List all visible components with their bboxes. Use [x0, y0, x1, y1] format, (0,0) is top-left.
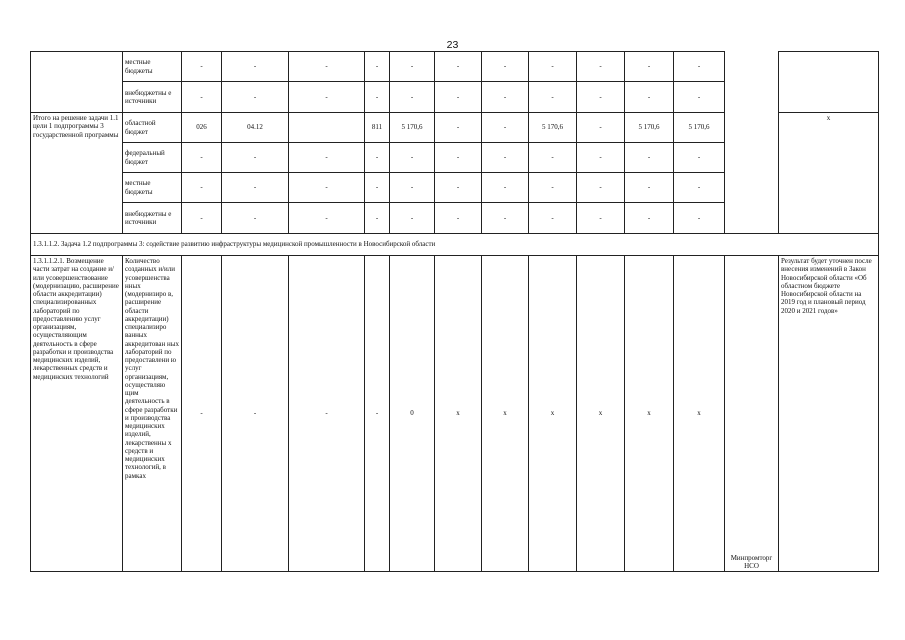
value-cell: - [365, 143, 390, 173]
value-cell: - [482, 203, 529, 234]
value-cell: - [182, 52, 222, 82]
value-cell: x [435, 256, 482, 572]
value-cell: - [222, 82, 289, 113]
value-cell: - [390, 82, 435, 113]
value-cell: - [289, 143, 365, 173]
value-cell: 811 [365, 113, 390, 143]
value-cell: - [625, 143, 674, 173]
value-cell: - [435, 143, 482, 173]
executor-empty-cell [725, 113, 779, 234]
value-cell: - [222, 256, 289, 572]
value-cell: - [289, 82, 365, 113]
source-cell: внебюджетны е источники [123, 203, 182, 234]
value-cell: - [435, 82, 482, 113]
executor-empty-cell [725, 52, 779, 113]
value-cell: - [182, 173, 222, 203]
value-cell: - [365, 256, 390, 572]
value-cell: 026 [182, 113, 222, 143]
value-cell: - [390, 203, 435, 234]
value-cell: - [222, 143, 289, 173]
section-header-row [31, 234, 879, 256]
measure-label-cell: 1.3.1.1.2.1. Возмещение части затрат на создание и/или усовершенствование (модернизацию, расширение области аккредитации) специализированных лабораторий по предоставлению услуг организациям, осуществляющим деятельность в сфере разработки и производства медицинских изделий, лекарственных средств и медицинских технологий [31, 256, 123, 572]
value-cell: - [674, 52, 725, 82]
value-cell: - [182, 256, 222, 572]
value-cell: - [674, 82, 725, 113]
value-cell: - [289, 173, 365, 203]
value-cell: 5 170,6 [390, 113, 435, 143]
value-cell [289, 113, 365, 143]
value-cell: - [625, 203, 674, 234]
value-cell: - [482, 113, 529, 143]
section-header: 1.3.1.1.2. Задача 1.2 подпрограммы 3: содействие развитию инфраструктуры медицинской промышленности в Новосибирской области [31, 234, 879, 256]
value-cell: - [577, 113, 625, 143]
value-cell: - [674, 173, 725, 203]
value-cell: - [482, 173, 529, 203]
value-cell: - [365, 82, 390, 113]
value-cell: - [390, 173, 435, 203]
source-cell: местные бюджеты [123, 173, 182, 203]
value-cell: x [577, 256, 625, 572]
value-cell: x [482, 256, 529, 572]
value-cell: - [289, 52, 365, 82]
total-label-cell: Итого на решение задачи 1.1 цели 1 подпрограммы 3 государственной программы [31, 113, 123, 234]
value-cell: - [435, 203, 482, 234]
value-cell: - [625, 82, 674, 113]
value-cell: - [482, 52, 529, 82]
value-cell: - [222, 52, 289, 82]
value-cell: - [482, 143, 529, 173]
empty-label-cell [31, 52, 123, 113]
value-cell: - [435, 113, 482, 143]
value-cell: 04.12 [222, 113, 289, 143]
value-cell: 5 170,6 [674, 113, 725, 143]
source-cell: местные бюджеты [123, 52, 182, 82]
value-cell: - [365, 52, 390, 82]
note-cell: Результат будет уточнен после внесения изменений в Закон Новосибирской области «Об областном бюджете Новосибирской области на 2019 год и плановый период 2020 и 2021 годов» [779, 256, 879, 572]
budget-table [30, 51, 879, 572]
indicator-cell: Количество созданных и/или усовершенства нных (модернизиро в, расширение области аккредитации) специализиро ванных аккредитован ных лабораторий по предоставлени ю услуг организациям, осуществляю щим деятельность в сфере разработки и производства медицинских изделий, лекарственны х средств и медицинских технологий, в рамках [123, 256, 182, 572]
value-cell: - [577, 173, 625, 203]
value-cell: - [390, 143, 435, 173]
value-cell: - [365, 173, 390, 203]
value-cell: - [529, 203, 577, 234]
source-cell: федеральный бюджет [123, 143, 182, 173]
value-cell: - [182, 203, 222, 234]
value-cell: - [435, 52, 482, 82]
value-cell: - [577, 143, 625, 173]
value-cell: - [529, 173, 577, 203]
value-cell: x [625, 256, 674, 572]
value-cell: - [625, 173, 674, 203]
value-cell: - [674, 143, 725, 173]
executor-cell: Минпромторг НСО [725, 256, 779, 572]
table-row [31, 113, 879, 143]
value-cell: - [482, 82, 529, 113]
value-cell: - [222, 173, 289, 203]
value-cell: - [529, 52, 577, 82]
value-cell: x [674, 256, 725, 572]
value-cell: - [365, 203, 390, 234]
value-cell: - [182, 82, 222, 113]
note-empty-cell [779, 52, 879, 113]
value-cell: - [625, 52, 674, 82]
value-cell: - [222, 203, 289, 234]
value-cell: - [289, 256, 365, 572]
value-cell: - [390, 52, 435, 82]
table-row [31, 52, 879, 82]
value-cell: 5 170,6 [625, 113, 674, 143]
value-cell: - [289, 203, 365, 234]
value-cell: - [182, 143, 222, 173]
value-cell: - [435, 173, 482, 203]
source-cell: внебюджетны е источники [123, 82, 182, 113]
source-cell: областной бюджет [123, 113, 182, 143]
value-cell: - [577, 82, 625, 113]
value-cell: - [529, 143, 577, 173]
value-cell: - [577, 52, 625, 82]
value-cell: - [529, 82, 577, 113]
value-cell: - [577, 203, 625, 234]
page-number: 23 [446, 39, 459, 51]
value-cell: - [674, 203, 725, 234]
value-cell: 5 170,6 [529, 113, 577, 143]
note-cell: x [779, 113, 879, 234]
value-cell: 0 [390, 256, 435, 572]
value-cell: x [529, 256, 577, 572]
table-row [31, 256, 879, 572]
